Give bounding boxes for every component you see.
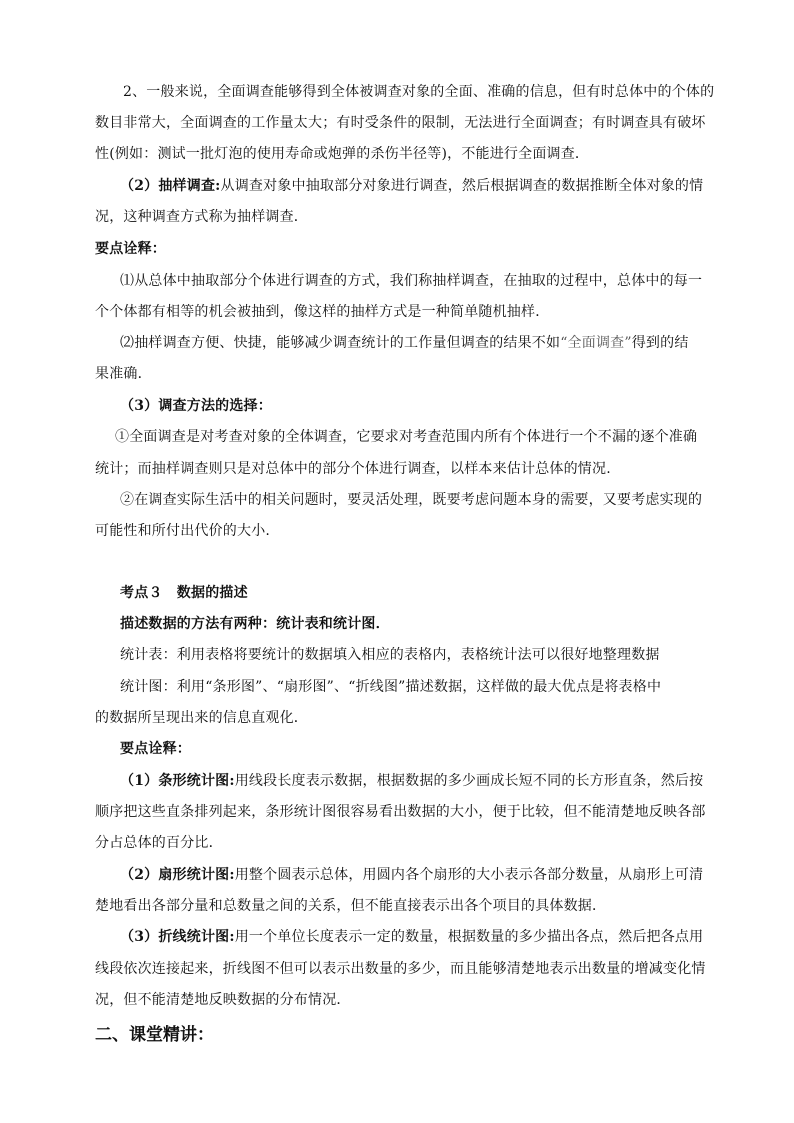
text-segment: 得到的结 [631, 335, 689, 351]
term-bar-chart: （1）条形统计图: [120, 773, 235, 789]
bar-chart-definition [120, 772, 730, 790]
paragraph-line: 统计图：利用“条形图”、“扇形图”、“折线图”描述数据，这样做的最大优点是将表格中 [120, 679, 662, 695]
definition-text: 从调查对象中抽取部分对象进行调查，然后根据调查的数据推断全体对象的情 [220, 178, 704, 194]
section-title: 考点３ 数据的描述 [120, 585, 248, 601]
paragraph-line: 性(例如：测试一批灯泡的使用寿命或炮弹的杀伤半径等)，不能进行全面调查． [95, 146, 590, 162]
paragraph-line: ①全面调查是对考查对象的全体调查，它要求对考查范围内所有个体进行一个不漏的逐个准确 [115, 429, 698, 445]
paragraph-line: 线段依次连接起来，折线图不但可以表示出数量的多少，而且能够清楚地表示出数量的增减变化情 [95, 961, 706, 977]
paragraph-line: 个个体都有相等的机会被抽到，像这样的抽样方式是一种简单随机抽样． [95, 304, 550, 320]
term-line-chart: （3）折线统计图: [120, 929, 235, 945]
term-pie-chart: （2）扇形统计图: [120, 867, 235, 883]
paragraph-line: ②在调查实际生活中的相关问题时，要灵活处理，既要考虑问题本身的需要，又要考虑实现的 [120, 492, 703, 508]
paragraph-line: 况，这种调查方式称为抽样调查． [95, 209, 308, 225]
bold-statement: 描述数据的方法有两种：统计表和统计图． [120, 616, 390, 632]
paragraph-line: 顺序把这些直条排列起来，条形统计图很容易看出数据的大小，便于比较，但不能清楚地反映各部 [95, 804, 706, 820]
key-points-heading: 要点诠释： [120, 741, 191, 757]
paragraph-line: 可能性和所付出代价的大小. [95, 523, 271, 539]
paragraph-line: 数目非常大，全面调查的工作量太大；有时受条件的限制，无法进行全面调查；有时调查具有破坏 [95, 115, 706, 131]
paragraph-line: 的数据所呈现出来的信息直观化． [95, 710, 308, 726]
paragraph-line: 2、一般来说，全面调查能够得到全体被调查对象的全面、准确的信息，但有时总体中的个体的 [123, 84, 715, 100]
paragraph-line: 分占总体的百分比． [95, 835, 223, 851]
definition-text: 用整个圆表示总体，用圆内各个扇形的大小表示各部分数量，从扇形上可清 [234, 867, 704, 883]
paragraph-line: 况，但不能清楚地反映数据的分布情况． [95, 992, 351, 1008]
text-segment: ⑵抽样调查方便、快捷，能够减少调查统计的工作量但调查的结果不如 [120, 335, 561, 351]
key-points-heading: 要点诠释： [95, 241, 166, 257]
pie-chart-definition [120, 866, 730, 884]
definition-text: 用一个单位长度表示一定的数量，根据数量的多少描出各点，然后把各点用 [234, 929, 704, 945]
method-choice-heading: （3）调查方法的选择： [120, 398, 272, 414]
quoted-term: “全面调查” [560, 335, 632, 351]
paragraph-line [120, 334, 730, 352]
paragraph-line: ⑴从总体中抽取部分个体进行调查的方式，我们称抽样调查，在抽取的过程中，总体中的每一 [120, 273, 703, 289]
paragraph-line: 果准确． [95, 366, 152, 382]
sampling-survey-definition [120, 177, 730, 195]
definition-text: 用线段长度表示数据，根据数据的多少画成长短不同的长方形直条，然后按 [234, 773, 704, 789]
paragraph-line: 楚地看出各部分量和总数量之间的关系，但不能直接表示出各个项目的具体数据． [95, 898, 607, 914]
paragraph-line: 统计表：利用表格将要统计的数据填入相应的表格内，表格统计法可以很好地整理数据 [120, 647, 660, 663]
term-sampling-survey: （2）抽样调查: [120, 178, 221, 194]
paragraph-line: 统计；而抽样调查则只是对总体中的部分个体进行调查，以样本来估计总体的情况. [95, 461, 611, 477]
section-heading: 二、课堂精讲： [95, 1025, 214, 1045]
line-chart-definition [120, 928, 730, 946]
